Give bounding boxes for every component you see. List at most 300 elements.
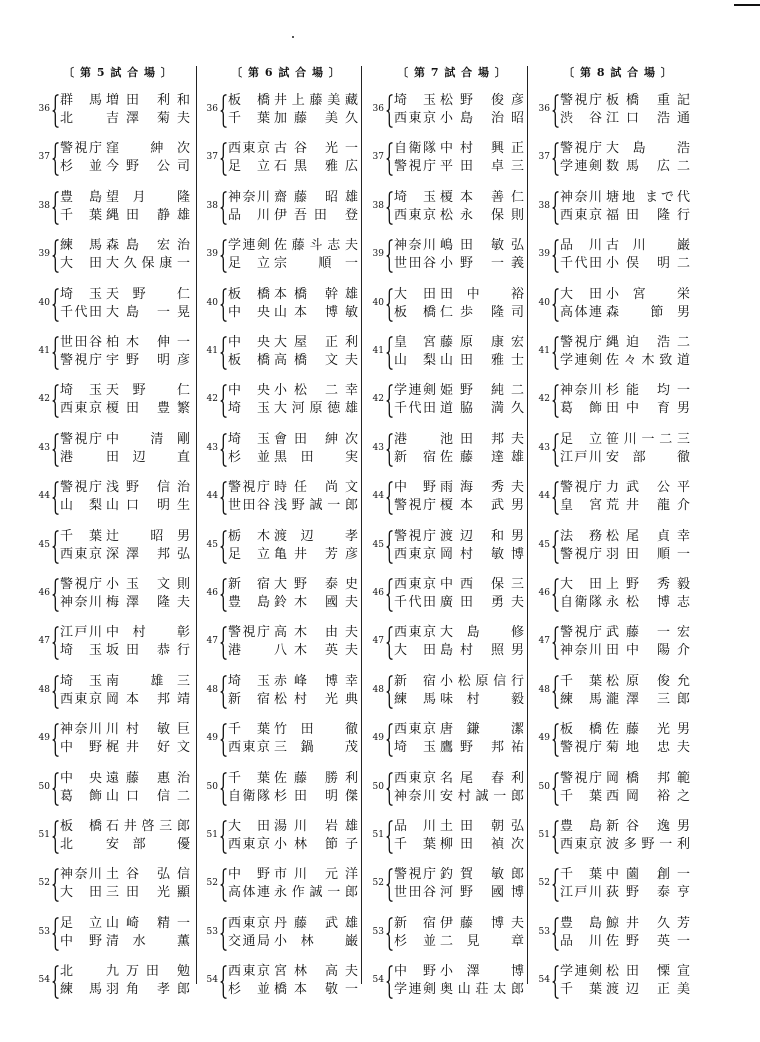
team-name: 港 [228, 643, 242, 659]
brace-icon [386, 336, 393, 370]
player-name: 松永 保則 [440, 207, 524, 223]
competitor-row-top [560, 382, 690, 400]
competitor-row-top [60, 915, 190, 933]
match-number: 38 [372, 200, 384, 211]
player-name: 松尾 貞幸 [606, 528, 690, 544]
match-entry [34, 334, 202, 374]
team-name: 警視庁 [560, 625, 602, 641]
team-name: 練 馬 [60, 238, 102, 254]
brace-icon [220, 530, 227, 564]
player-name: 小島 治昭 [440, 111, 524, 126]
team-name: 埼 玉 [394, 189, 436, 205]
team-name: 千 葉 [560, 867, 602, 883]
player-name: 姫野 純二 [440, 383, 524, 399]
brace-icon [386, 481, 393, 515]
match-entry [534, 915, 702, 955]
brace-icon [386, 94, 393, 128]
player-name: 浅野誠一郎 [274, 498, 358, 514]
team-name: 練 馬 [60, 982, 102, 998]
team-name: 大 田 [560, 286, 602, 302]
brace-icon [52, 142, 59, 176]
brace-icon [386, 675, 393, 709]
player-name: 松原 俊允 [606, 673, 690, 689]
match-entry [368, 92, 536, 132]
match-number: 36 [206, 104, 218, 114]
brace-icon [386, 288, 393, 322]
scan-dot [292, 36, 294, 38]
player-name: 天野 仁 [106, 286, 190, 302]
match-number: 47 [38, 636, 50, 647]
match-number: 46 [538, 588, 550, 598]
brace-icon [220, 239, 227, 273]
match-number: 38 [538, 200, 550, 211]
competitor-row-top [394, 624, 524, 642]
match-number: 53 [38, 926, 50, 937]
player-name: 佐々木致道 [606, 353, 690, 368]
match-number: 42 [206, 394, 218, 405]
match-entry [534, 576, 702, 616]
competitor-row-top [60, 673, 190, 691]
competitor-row-top [394, 528, 524, 546]
player-name: 唐鎌 潔 [440, 722, 524, 738]
team-name: 警視庁 [394, 159, 436, 175]
competitor-row-top [228, 92, 358, 110]
match-entry [202, 915, 370, 955]
competitor-row-bottom [60, 207, 190, 225]
competitor-row-top [228, 140, 358, 158]
brace-icon [386, 965, 393, 999]
match-entry [368, 431, 536, 471]
match-number: 45 [538, 539, 550, 550]
team-name: 世田谷 [394, 256, 436, 272]
competitor-row-top [394, 237, 524, 255]
team-name: 西東京 [60, 546, 102, 562]
match-entry [34, 286, 202, 326]
team-name: 神奈川 [60, 722, 102, 738]
team-name: 埼 玉 [60, 286, 102, 302]
match-entry [202, 189, 370, 229]
player-name: 柳田 禎次 [440, 837, 524, 852]
competitor-row-bottom [228, 304, 358, 322]
team-name: 大 田 [394, 643, 436, 659]
player-name: 時任 尚文 [274, 480, 358, 496]
competitor-row-top [228, 624, 358, 642]
competitor-row-top [394, 92, 524, 110]
competitor-row-top [394, 189, 524, 207]
match-entry [202, 818, 370, 858]
player-name: 榎田 豊繁 [106, 401, 190, 417]
match-number: 41 [206, 346, 218, 356]
match-number: 41 [538, 346, 550, 356]
match-entry [202, 334, 370, 374]
brace-icon [220, 384, 227, 418]
player-name: 坂田 恭行 [106, 643, 190, 659]
competitor-row-bottom [394, 739, 524, 757]
competitor-row-bottom [60, 497, 190, 515]
match-entry [34, 528, 202, 568]
team-name: 大 田 [228, 819, 270, 834]
match-entry [34, 770, 202, 810]
team-name: 足 立 [560, 431, 602, 447]
match-number: 42 [38, 394, 50, 405]
team-name: 港 [60, 449, 74, 465]
competitor-row-bottom [394, 884, 524, 902]
competitor-row-top [560, 528, 690, 546]
team-name: 中 野 [60, 740, 102, 756]
player-name: 佐野 英一 [606, 933, 690, 949]
competitor-row-top [228, 770, 358, 788]
team-name: 中 央 [228, 335, 270, 350]
brace-icon [52, 239, 59, 273]
player-name: 梅澤 隆夫 [106, 595, 190, 610]
brace-icon [52, 868, 59, 902]
team-name: 千 葉 [60, 528, 102, 544]
team-name: 大 田 [60, 256, 102, 272]
player-name: 河野 國博 [440, 885, 524, 901]
team-name: 警視庁 [394, 498, 436, 514]
player-name: 大屋 正利 [274, 335, 358, 350]
competitor-row-top [60, 286, 190, 304]
competitor-row-bottom [394, 836, 524, 854]
brace-icon [220, 675, 227, 709]
team-name: 西東京 [228, 915, 270, 931]
competitor-row-bottom [394, 497, 524, 515]
team-name: 渋 谷 [560, 111, 602, 126]
brace-icon [552, 481, 559, 515]
player-name: 古川 巌 [606, 238, 690, 254]
team-name: 板 橋 [60, 819, 102, 834]
competitor-row-top [560, 721, 690, 739]
competitor-row-top [228, 286, 358, 304]
team-name: 中 央 [228, 383, 270, 399]
match-entry [202, 624, 370, 664]
player-name: 九万田 勉 [106, 964, 190, 980]
player-name: 小玉 文則 [106, 577, 190, 592]
competitor-row-bottom [394, 255, 524, 273]
player-name: 小松原信行 [440, 673, 524, 689]
match-entry [368, 963, 536, 1003]
team-name: 警視庁 [560, 141, 602, 157]
brace-icon [52, 675, 59, 709]
team-name: 西東京 [228, 837, 270, 852]
player-name: 梶井 好文 [106, 740, 190, 756]
match-entry [368, 673, 536, 713]
competitor-row-bottom [394, 352, 524, 370]
match-number: 52 [538, 878, 550, 889]
brace-icon [552, 820, 559, 854]
match-number: 37 [372, 152, 384, 163]
match-number: 45 [38, 539, 50, 550]
match-entry [202, 721, 370, 761]
player-name: 味村 毅 [440, 691, 524, 707]
competitor-row-top [60, 963, 190, 981]
team-name: 西東京 [228, 740, 270, 756]
team-name: 品 川 [560, 238, 602, 254]
brace-icon [552, 772, 559, 806]
match-number: 50 [538, 781, 550, 792]
brace-icon [220, 965, 227, 999]
brace-icon [220, 336, 227, 370]
player-name: 山口 信二 [106, 788, 190, 804]
team-name: 中 野 [394, 480, 436, 496]
player-name: 縄田 静雄 [106, 207, 190, 223]
team-name: 警視庁 [394, 867, 436, 883]
match-entry [534, 866, 702, 906]
match-entry [34, 382, 202, 422]
competitor-row-bottom [228, 255, 358, 273]
player-name: 佐藤 達雄 [440, 449, 524, 465]
match-number: 49 [372, 733, 384, 744]
player-name: 渡辺 孝 [274, 528, 358, 544]
team-name: 杉 並 [228, 449, 270, 465]
competitor-row-bottom [394, 304, 524, 322]
player-name: 笹川一二三 [606, 431, 690, 447]
team-name: 西東京 [228, 141, 270, 157]
player-name: 高橋 文夫 [274, 353, 358, 368]
competitor-row-bottom [560, 788, 690, 806]
player-name: 安部 優 [106, 837, 190, 852]
team-name: 杉 並 [60, 159, 102, 175]
match-entry [534, 818, 702, 858]
competitor-row-top [560, 189, 690, 207]
player-name: 佐藤 光男 [606, 722, 690, 738]
competitor-row-top [394, 673, 524, 691]
match-entry [202, 770, 370, 810]
competitor-row-bottom [560, 546, 690, 564]
match-number: 37 [38, 152, 50, 163]
brace-icon [220, 723, 227, 757]
court-column [34, 64, 202, 998]
player-name: 亀井 芳彦 [274, 546, 358, 562]
team-name: 北 [60, 111, 74, 126]
player-name: 大島 浩 [606, 141, 690, 157]
match-entry [202, 92, 370, 132]
team-name: 神奈川 [560, 643, 602, 659]
player-name: 田中 裕 [440, 286, 524, 302]
match-number: 50 [38, 781, 50, 792]
competitor-row-bottom [394, 981, 524, 999]
player-name: 森 節男 [606, 304, 690, 320]
competitor-row-top [394, 770, 524, 788]
competitor-row-bottom [228, 110, 358, 128]
player-name: 増田 利和 [106, 93, 190, 108]
team-name: 足 立 [228, 256, 270, 272]
team-name: 西東京 [394, 111, 436, 126]
player-name: 岡本 邦靖 [106, 691, 190, 707]
match-entry [368, 866, 536, 906]
match-entry [34, 140, 202, 180]
competitor-row-bottom [394, 207, 524, 225]
team-name: 世田谷 [394, 885, 436, 901]
match-entry [34, 866, 202, 906]
match-number: 51 [372, 830, 384, 840]
player-name: 山口 明生 [106, 498, 190, 514]
competitor-row-top [60, 237, 190, 255]
team-name: 西東京 [560, 837, 602, 852]
team-name: 葛 飾 [560, 401, 602, 417]
competitor-row-bottom [560, 158, 690, 176]
competitor-row-bottom [228, 352, 358, 370]
brace-icon [52, 530, 59, 564]
team-name: 西東京 [394, 625, 436, 641]
player-name: 本橋 幹雄 [274, 286, 358, 302]
competitor-row-bottom [394, 546, 524, 564]
player-name: 平田 卓三 [440, 159, 524, 175]
competitor-row-top [60, 189, 190, 207]
player-name: 小俣 明二 [606, 256, 690, 272]
brace-icon [220, 191, 227, 225]
player-name: 川村 敏巨 [106, 722, 190, 738]
player-name: 上野 秀毅 [606, 577, 690, 592]
brace-icon [552, 239, 559, 273]
brace-icon [52, 288, 59, 322]
player-name: 窪 紳次 [106, 141, 190, 157]
team-name: 学連剣 [394, 982, 436, 998]
player-name: 宗 順一 [274, 256, 358, 272]
team-name: 新 宿 [228, 577, 270, 592]
brace-icon [386, 868, 393, 902]
competitor-row-bottom [228, 546, 358, 564]
court-heading: 〔 第 6 試 合 場 〕 [231, 66, 341, 79]
competitor-row-bottom [228, 158, 358, 176]
competitor-row-bottom [560, 207, 690, 225]
match-number: 42 [538, 394, 550, 405]
player-name: 大島 修 [440, 625, 524, 641]
team-name: 千 葉 [560, 788, 602, 804]
match-number: 50 [206, 781, 218, 792]
competitor-row-bottom [394, 449, 524, 467]
player-name: 岡村 敏博 [440, 546, 524, 562]
match-entry [368, 721, 536, 761]
match-number: 39 [372, 249, 384, 260]
match-entry [368, 770, 536, 810]
brace-icon [52, 191, 59, 225]
brace-icon [552, 578, 559, 612]
match-number: 40 [206, 297, 218, 308]
competitor-row-bottom [560, 691, 690, 709]
competitor-row-bottom [560, 836, 690, 854]
brace-icon [552, 94, 559, 128]
team-name: 大 田 [560, 577, 602, 592]
team-name: 足 立 [228, 546, 270, 562]
match-number: 43 [538, 442, 550, 453]
team-name: 警視庁 [60, 431, 102, 447]
match-entry [534, 431, 702, 471]
player-name: 齋藤 昭雄 [274, 189, 358, 205]
team-name: 警視庁 [560, 770, 602, 786]
competitor-row-top [560, 286, 690, 304]
match-number: 36 [372, 104, 384, 114]
match-entry [202, 286, 370, 326]
competitor-row-bottom [560, 304, 690, 322]
player-name: 松村 光典 [274, 691, 358, 707]
competitor-row-bottom [394, 933, 524, 951]
competitor-row-bottom [60, 836, 190, 854]
competitor-row-top [394, 140, 524, 158]
team-name: 北 [60, 837, 74, 852]
competitor-row-bottom [228, 594, 358, 612]
brace-icon [52, 94, 59, 128]
competitor-row-bottom [394, 691, 524, 709]
team-name: 江戸川 [60, 625, 102, 641]
player-name: 嶋田 敏弘 [440, 238, 524, 254]
player-name: 羽角 孝郎 [106, 982, 190, 998]
player-name: 羽田 順一 [606, 546, 690, 562]
player-name: 伊藤 博夫 [440, 915, 524, 931]
team-name: 埼 玉 [228, 673, 270, 689]
competitor-row-bottom [60, 884, 190, 902]
match-entry [534, 721, 702, 761]
team-name: 足 立 [60, 915, 102, 931]
brace-icon [52, 772, 59, 806]
competitor-row-bottom [560, 739, 690, 757]
player-name: 深澤 邦弘 [106, 546, 190, 562]
brace-icon [552, 288, 559, 322]
match-entry [534, 237, 702, 277]
team-name: 中 央 [60, 770, 102, 786]
team-name: 千代田 [560, 256, 602, 272]
team-name: 自衛隊 [228, 788, 270, 804]
match-number: 47 [538, 636, 550, 647]
player-name: 小松 二幸 [274, 383, 358, 399]
team-name: 警視庁 [560, 480, 602, 496]
competitor-row-top [228, 528, 358, 546]
brace-icon [220, 868, 227, 902]
brace-icon [552, 142, 559, 176]
brace-icon [386, 772, 393, 806]
match-entry [534, 479, 702, 519]
team-name: 法 務 [560, 528, 602, 544]
match-number: 39 [206, 249, 218, 260]
match-entry [202, 963, 370, 1003]
match-entry [534, 382, 702, 422]
player-name: 湯川 岩雄 [274, 819, 358, 834]
competitor-row-bottom [228, 207, 358, 225]
team-name: 中 野 [60, 933, 102, 949]
player-name: 釣賀 敏郎 [440, 867, 524, 883]
team-name: 葛 飾 [60, 788, 102, 804]
player-name: 森島 宏治 [106, 238, 190, 254]
competitor-row-top [394, 286, 524, 304]
match-entry [202, 237, 370, 277]
match-entry [34, 92, 202, 132]
match-number: 51 [38, 830, 50, 840]
team-name: 警視庁 [394, 528, 436, 544]
player-name: 島村 照男 [440, 643, 524, 659]
player-name: 大久保康一 [106, 256, 190, 272]
player-name: 石黒 雅広 [274, 159, 358, 175]
competitor-row-bottom [60, 352, 190, 370]
match-number: 43 [206, 442, 218, 453]
team-name: 新 宿 [394, 449, 436, 465]
team-name: 埼 玉 [60, 643, 102, 659]
match-number: 48 [372, 684, 384, 695]
match-entry [34, 237, 202, 277]
match-number: 54 [538, 975, 550, 986]
player-name: 會田 紳次 [274, 431, 358, 447]
team-name: 西東京 [394, 207, 436, 223]
player-name: 鷹野 邦祐 [440, 740, 524, 756]
player-name: 縄迫 浩二 [606, 335, 690, 350]
competitor-row-bottom [394, 788, 524, 806]
competitor-row-bottom [60, 933, 190, 951]
player-name: 松田 慄宣 [606, 964, 690, 980]
team-name: 神奈川 [60, 867, 102, 883]
match-entry [368, 286, 536, 326]
team-name: 板 橋 [228, 286, 270, 302]
player-name: 松野 俊彦 [440, 93, 524, 108]
team-name: 山 梨 [60, 498, 102, 514]
